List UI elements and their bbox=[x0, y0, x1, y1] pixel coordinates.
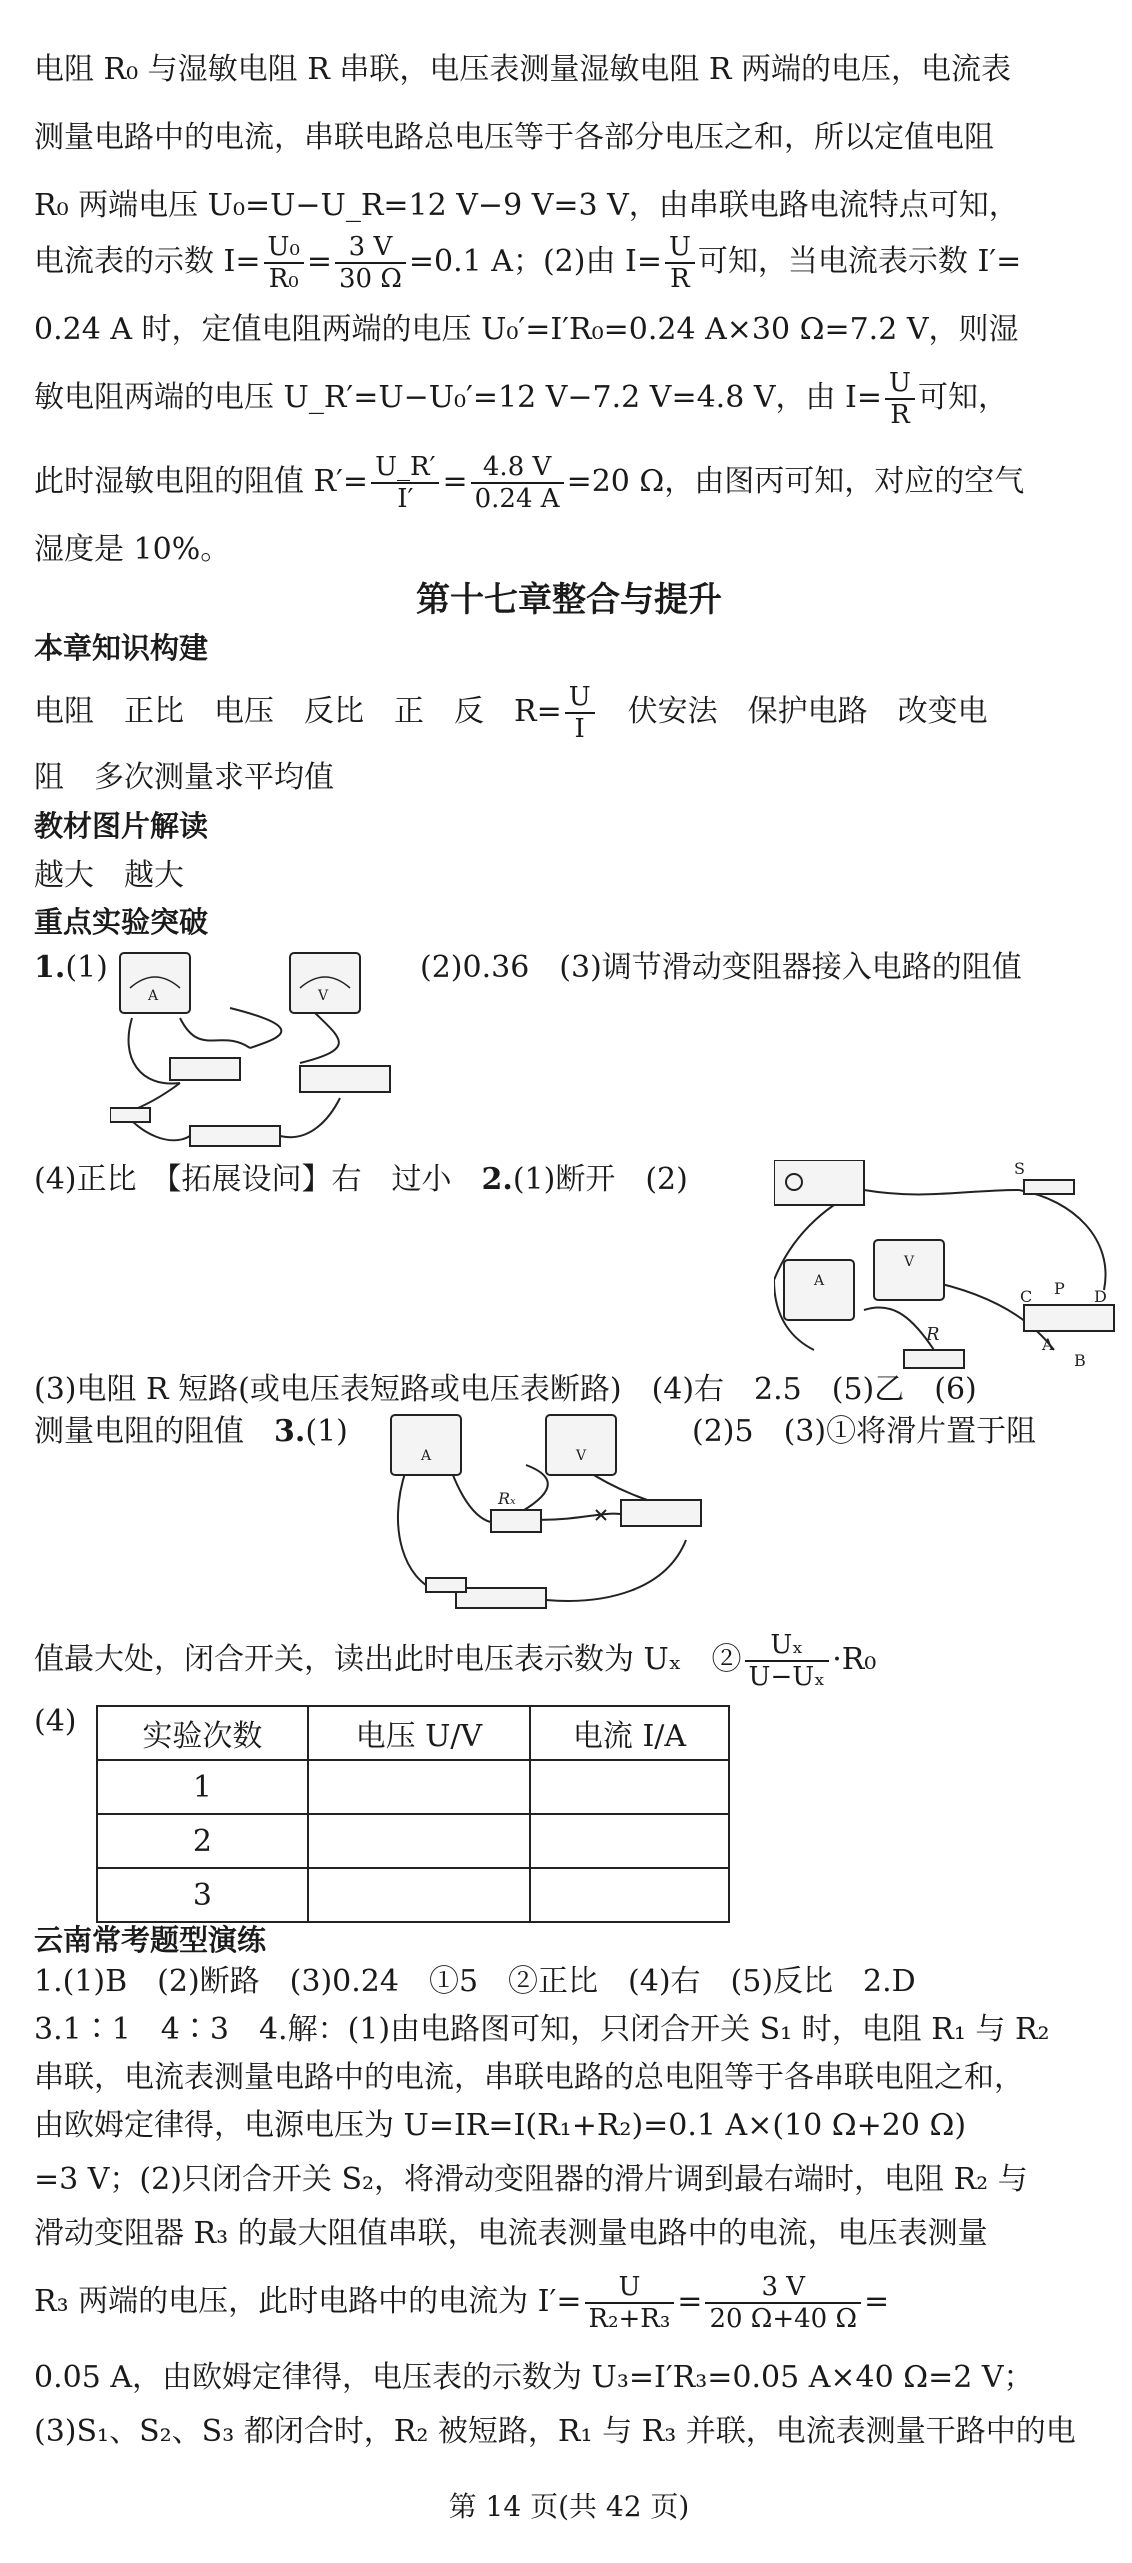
table-cell bbox=[308, 1814, 530, 1868]
yunnan-line: 串联，电流表测量电路中的电流，串联电路的总电阻等于各串联电阻之和， bbox=[34, 2060, 1024, 2095]
exp1-line2: (4)正比 【拓展设问】右 过小 2.(1)断开 (2) bbox=[34, 1162, 688, 1197]
yunnan-line-with-fractions: R₃ 两端的电压，此时电路中的电流为 I′= $\frac{U}{\text{R₂+R₃}}$ = $\frac{3 V}{20 \Omega+40 \Omega}$ = bbox=[34, 2272, 890, 2334]
ammeter-label: A bbox=[148, 988, 159, 1004]
table-row bbox=[97, 1760, 729, 1814]
terminal-d-label: D bbox=[1094, 1287, 1107, 1306]
exp1-answers: (2)0.36 (3)调节滑动变阻器接入电路的阻值 bbox=[420, 950, 1022, 985]
exp1-line: 1.(1) bbox=[34, 950, 108, 985]
knowledge-line: 阻 多次测量求平均值 bbox=[34, 760, 334, 795]
voltmeter-label: V bbox=[904, 1254, 915, 1270]
table-cell bbox=[530, 1868, 729, 1922]
text-line-with-fraction: 敏电阻两端的电压 U_R′=U−U₀′=12 V−7.2 V=4.8 V，由 I= $\frac{U}{R}$ 可知， bbox=[34, 368, 1008, 430]
section-heading-textbook: 教材图片解读 bbox=[34, 809, 209, 843]
resistor-label: R bbox=[926, 1324, 940, 1345]
table-cell bbox=[530, 1760, 729, 1814]
circuit-diagram-2 bbox=[774, 1160, 1124, 1370]
table-row bbox=[97, 1814, 729, 1868]
table-cell bbox=[308, 1760, 530, 1814]
page bbox=[34, 0, 1107, 2563]
text-line: 0.24 A 时，定值电阻两端的电压 U₀′=I′R₀=0.24 A×30 Ω=7.2 V，则湿 bbox=[34, 312, 1019, 347]
table-header: 电流 I/A bbox=[530, 1706, 729, 1760]
circuit-diagram-3 bbox=[386, 1410, 706, 1610]
chapter-title: 第十七章整合与提升 bbox=[416, 580, 722, 620]
fraction: $\frac{U}{\text{R₂+R₃}}$ bbox=[585, 2272, 675, 2334]
yunnan-line: 1.(1)B (2)断路 (3)0.24 ①5 ②正比 (4)右 (5)反比 2.D bbox=[34, 1964, 916, 1999]
section-heading-experiment: 重点实验突破 bbox=[34, 905, 209, 939]
fraction: $\frac{\text{Uₓ}}{\text{U−Uₓ}}$ bbox=[745, 1630, 830, 1692]
text-line-with-fractions: 此时湿敏电阻的阻值 R′= $\frac{U\_R'}{I'}$ = $\frac{4.8 V}{0.24 A}$ =20 Ω，由图丙可知，对应的空气 bbox=[34, 452, 1025, 514]
data-table bbox=[96, 1705, 730, 1923]
table-cell: 1 bbox=[97, 1760, 308, 1814]
exp3-table-label: (4) bbox=[34, 1704, 77, 1739]
section-heading-knowledge: 本章知识构建 bbox=[34, 631, 209, 665]
yunnan-line: 滑动变阻器 R₃ 的最大阻值串联，电流表测量电路中的电流，电压表测量 bbox=[34, 2216, 988, 2251]
fraction: $\frac{U}{R}$ bbox=[885, 368, 915, 430]
text-line: 湿度是 10%。 bbox=[34, 532, 231, 567]
fraction: $\frac{U\_R'}{I'}$ bbox=[371, 452, 439, 514]
fraction: $\frac{U}{I}$ bbox=[565, 682, 595, 744]
table-cell bbox=[530, 1814, 729, 1868]
yunnan-line: 0.05 A，由欧姆定律得，电压表的示数为 U₃=I′R₃=0.05 A×40 Ω=2 V； bbox=[34, 2360, 1034, 2395]
fraction: $\frac{4.8 V}{0.24 A}$ bbox=[471, 452, 564, 514]
circuit-diagram-1 bbox=[110, 948, 410, 1148]
yunnan-line: 3.1∶1 4∶3 4.解：(1)由电路图可知，只闭合开关 S₁ 时，电阻 R₁ 与 R₂ bbox=[34, 2012, 1050, 2047]
textbook-line: 越大 越大 bbox=[34, 858, 184, 893]
table-header-row bbox=[97, 1706, 729, 1760]
section-heading-yunnan: 云南常考题型演练 bbox=[34, 1923, 267, 1957]
terminal-a-label: A bbox=[1042, 1335, 1054, 1354]
exp2-line3: 测量电阻的阻值 3.(1) bbox=[34, 1414, 348, 1449]
knowledge-line: 电阻 正比 电压 反比 正 反 R= $\frac{U}{I}$ 伏安法 保护电路 改变电 bbox=[34, 682, 988, 744]
terminal-c-label: C bbox=[1020, 1287, 1033, 1306]
table-cell: 2 bbox=[97, 1814, 308, 1868]
text-line-with-fractions: 电流表的示数 I= $\frac{\text{U₀}}{\text{R₀}}$ = $\frac{3 V}{30 \Omega}$ =0.1 A；(2)由 I= $\frac{U}{R}$ 可知，当电流表示数 I′= bbox=[34, 232, 1022, 294]
ammeter-label: A bbox=[814, 1273, 825, 1289]
table-cell bbox=[308, 1868, 530, 1922]
terminal-p-label: P bbox=[1054, 1279, 1065, 1298]
switch-label: S bbox=[1014, 1160, 1025, 1178]
yunnan-line: (3)S₁、S₂、S₃ 都闭合时，R₂ 被短路，R₁ 与 R₃ 并联，电流表测量干路中的电 bbox=[34, 2414, 1076, 2449]
fraction: $\frac{3 V}{30 \Omega}$ bbox=[335, 232, 406, 294]
fraction: $\frac{\text{U₀}}{\text{R₀}}$ bbox=[264, 232, 304, 294]
table-cell: 3 bbox=[97, 1868, 308, 1922]
text-line: 测量电路中的电流，串联电路总电压等于各部分电压之和，所以定值电阻 bbox=[34, 120, 994, 155]
text-line: R₀ 两端电压 U₀=U−U_R=12 V−9 V=3 V，由串联电路电流特点可知， bbox=[34, 188, 1019, 223]
exp2-line2: (3)电阻 R 短路(或电压表短路或电压表断路) (4)右 2.5 (5)乙 (6) bbox=[34, 1372, 977, 1407]
yunnan-line: 由欧姆定律得，电源电压为 U=IR=I(R₁+R₂)=0.1 A×(10 Ω+20 Ω) bbox=[34, 2108, 967, 2143]
yunnan-line: =3 V；(2)只闭合开关 S₂，将滑动变阻器的滑片调到最右端时，电阻 R₂ 与 bbox=[34, 2162, 1028, 2197]
terminal-b-label: B bbox=[1074, 1351, 1086, 1370]
exp3-line2: 值最大处，闭合开关，读出此时电压表示数为 Uₓ ② $\frac{\text{Uₓ}}{\text{U−Uₓ}}$ ·R₀ bbox=[34, 1630, 877, 1692]
resistor-rx-label: Rₓ bbox=[498, 1489, 516, 1508]
voltmeter-label: V bbox=[576, 1448, 587, 1464]
text-line: 电阻 R₀ 与湿敏电阻 R 串联，电压表测量湿敏电阻 R 两端的电压，电流表 bbox=[34, 52, 1012, 87]
fraction: $\frac{3 V}{20 \Omega+40 \Omega}$ bbox=[705, 2272, 861, 2334]
voltmeter-label: V bbox=[318, 988, 329, 1004]
page-footer: 第 14 页(共 42 页) bbox=[448, 2490, 690, 2523]
table-header: 实验次数 bbox=[97, 1706, 308, 1760]
table-header: 电压 U/V bbox=[308, 1706, 530, 1760]
ammeter-label: A bbox=[421, 1448, 432, 1464]
table-row bbox=[97, 1868, 729, 1922]
fraction: $\frac{U}{R}$ bbox=[665, 232, 695, 294]
exp3-answers: (2)5 (3)①将滑片置于阻 bbox=[692, 1414, 1037, 1449]
